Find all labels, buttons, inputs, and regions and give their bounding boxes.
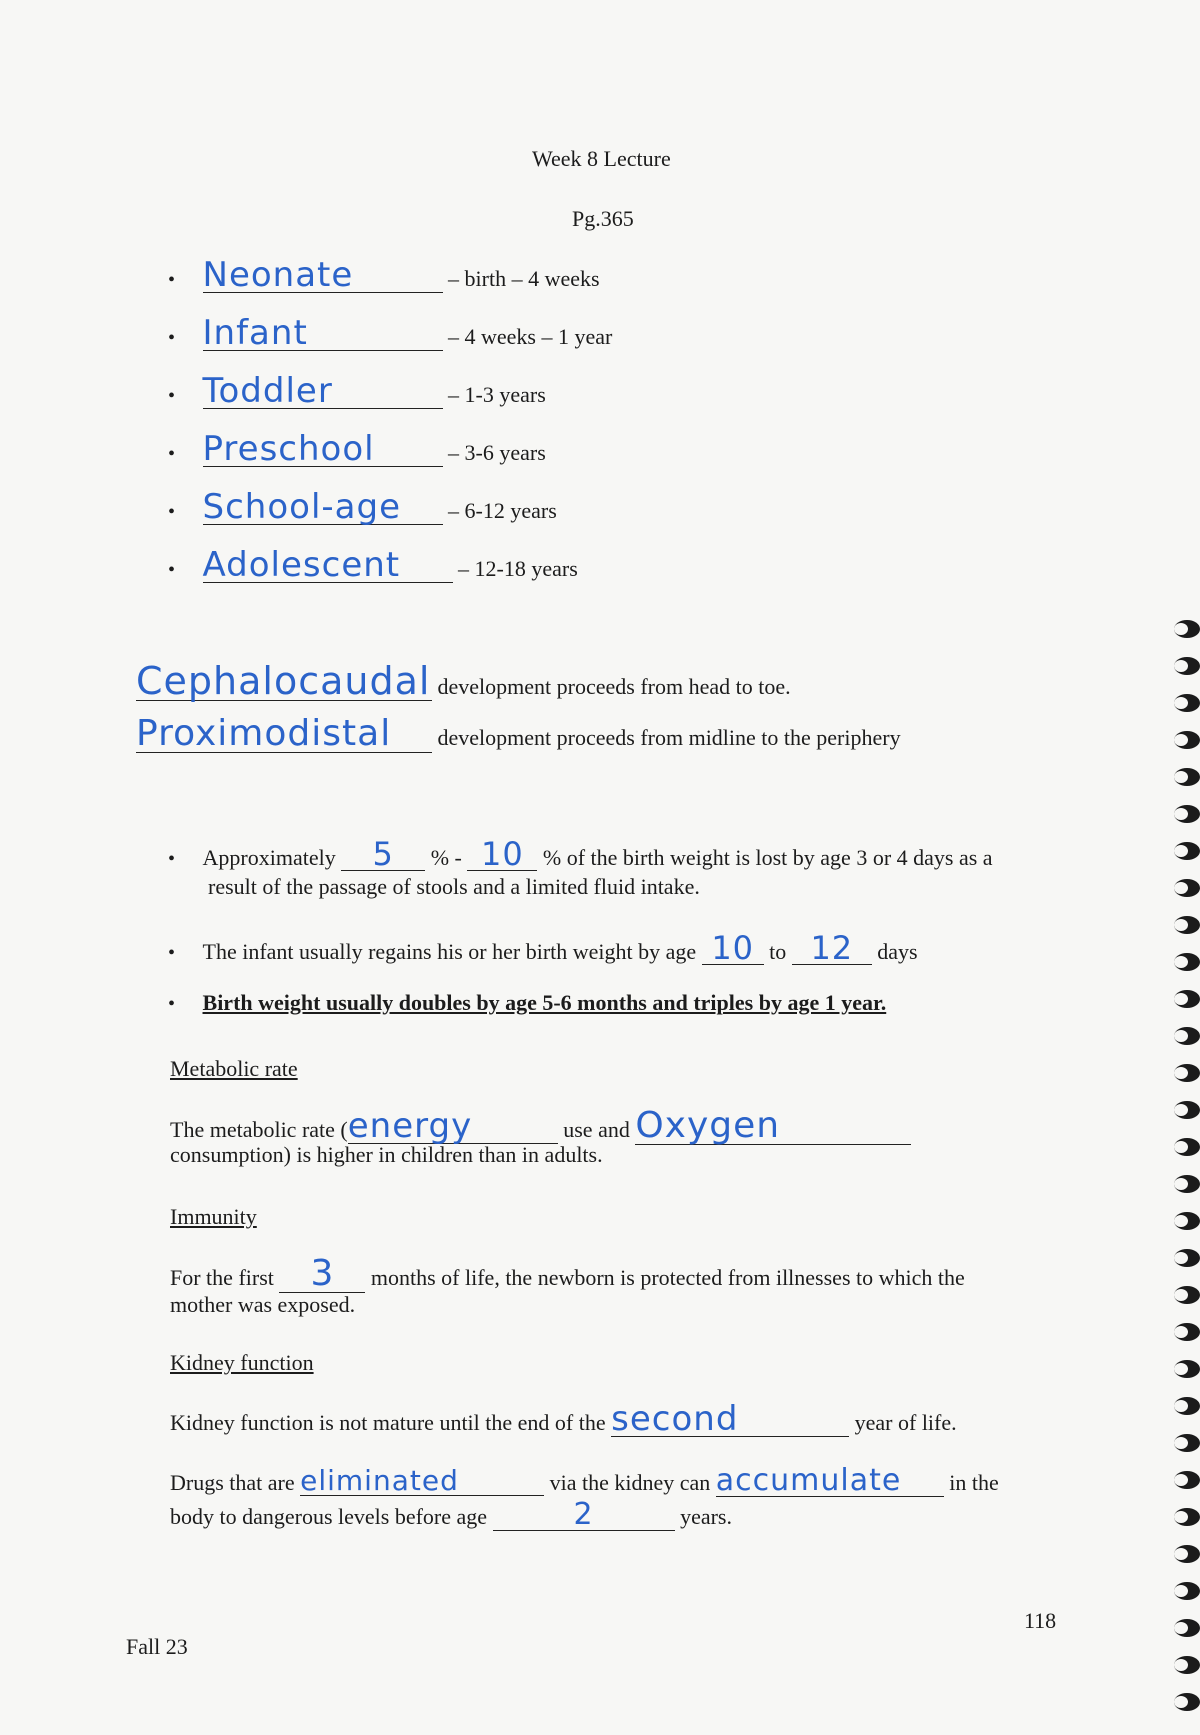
stage-answer: Toddler	[203, 374, 443, 409]
list-item	[168, 371, 546, 411]
kidney-text: year of life.	[854, 1410, 957, 1435]
binding-ring-gap	[1174, 1067, 1188, 1079]
binding-ring-gap	[1174, 1511, 1188, 1523]
page-title: Week 8 Lecture	[532, 146, 671, 171]
binding-ring-gap	[1174, 956, 1188, 968]
kidney-answer-accumulate: accumulate	[716, 1466, 944, 1497]
kidney-text: body to dangerous levels before age	[170, 1504, 488, 1529]
stage-answer: Adolescent	[203, 548, 453, 583]
development-answer: Proximodistal	[136, 716, 432, 753]
weight-regain-item	[168, 929, 918, 967]
weight-loss-line2: result of the passage of stools and a limited fluid intake.	[208, 874, 700, 899]
binding-ring-gap	[1174, 1696, 1188, 1708]
kidney-answer-year: second	[611, 1402, 849, 1437]
bullet-icon: •	[168, 385, 176, 407]
section-heading: Metabolic rate	[170, 1056, 298, 1081]
binding-ring-gap	[1174, 734, 1188, 746]
bullet-icon: •	[168, 327, 176, 349]
list-item	[168, 255, 600, 295]
stage-answer: Preschool	[203, 432, 443, 467]
list-item	[168, 487, 557, 527]
weight-loss-max: 10	[467, 838, 537, 871]
kidney-line3	[170, 1497, 732, 1532]
stage-range: – 4 weeks – 1 year	[448, 324, 613, 349]
bullet-icon: •	[168, 501, 176, 523]
bullet-icon: •	[168, 269, 176, 291]
bullet-icon: •	[168, 848, 176, 870]
metabolic-answer-1: energy	[348, 1109, 558, 1144]
binding-ring-gap	[1174, 1659, 1188, 1671]
bullet-icon: •	[168, 443, 176, 465]
binding-ring-gap	[1174, 919, 1188, 931]
bullet-icon: •	[168, 942, 176, 964]
stage-answer: Neonate	[203, 258, 443, 293]
stage-range: – birth – 4 weeks	[448, 266, 600, 291]
immunity-text: For the first	[170, 1265, 274, 1290]
weight-loss-item	[168, 835, 993, 873]
bullet-icon: •	[168, 559, 176, 581]
binding-ring-gap	[1174, 882, 1188, 894]
kidney-line1	[170, 1399, 957, 1439]
weight-loss-min: 5	[341, 838, 425, 871]
weight-regain-min: 10	[702, 932, 764, 965]
metabolic-text: The metabolic rate (	[170, 1117, 348, 1142]
weight-text: Approximately	[202, 845, 336, 870]
development-row	[136, 659, 791, 703]
page-reference: Pg.365	[572, 206, 634, 231]
bold-statement: Birth weight usually doubles by age 5-6 months and triples by age 1 year.	[202, 990, 887, 1015]
kidney-answer-eliminated: eliminated	[300, 1467, 544, 1496]
binding-ring-gap	[1174, 1622, 1188, 1634]
weight-sep: % -	[430, 845, 462, 870]
binding-ring-gap	[1174, 1326, 1188, 1338]
stage-range: – 3-6 years	[448, 440, 546, 465]
binding-ring-gap	[1174, 1215, 1188, 1227]
binding-ring-gap	[1174, 1030, 1188, 1042]
binding-ring-gap	[1174, 1474, 1188, 1486]
binding-ring-gap	[1174, 1289, 1188, 1301]
stage-range: – 6-12 years	[448, 498, 557, 523]
binding-ring-gap	[1174, 1548, 1188, 1560]
stage-range: – 12-18 years	[458, 556, 578, 581]
weight-text: to	[769, 939, 787, 964]
binding-ring-gap	[1174, 808, 1188, 820]
stage-answer: Infant	[203, 316, 443, 351]
development-answer: Cephalocaudal	[136, 659, 431, 703]
kidney-text: via the kidney can	[549, 1470, 711, 1495]
binding-ring-gap	[1174, 697, 1188, 709]
binding-ring-gap	[1174, 1252, 1188, 1264]
kidney-text: years.	[680, 1504, 732, 1529]
metabolic-text: use and	[563, 1117, 630, 1142]
list-item	[168, 545, 578, 585]
kidney-line2	[170, 1463, 999, 1498]
kidney-answer-age: 2	[493, 1500, 675, 1531]
binding-ring-gap	[1174, 1363, 1188, 1375]
weight-regain-max: 12	[792, 932, 872, 965]
spiral-binding	[1160, 0, 1200, 1735]
kidney-text: in the	[949, 1470, 999, 1495]
binding-ring-gap	[1174, 1141, 1188, 1153]
kidney-text: Kidney function is not mature until the end of the	[170, 1410, 606, 1435]
footer-term: Fall 23	[126, 1634, 188, 1659]
list-item	[168, 313, 613, 353]
kidney-text: Drugs that are	[170, 1470, 295, 1495]
development-text: development proceeds from midline to the periphery	[437, 725, 901, 750]
binding-ring-gap	[1174, 623, 1188, 635]
binding-ring-gap	[1174, 993, 1188, 1005]
section-heading: Immunity	[170, 1204, 257, 1229]
immunity-line1	[170, 1253, 965, 1294]
metabolic-answer-2: Oxygen	[635, 1108, 911, 1145]
list-item	[168, 429, 546, 469]
section-heading: Kidney function	[170, 1350, 314, 1375]
immunity-answer: 3	[279, 1256, 365, 1293]
binding-ring-gap	[1174, 660, 1188, 672]
binding-ring-gap	[1174, 1178, 1188, 1190]
binding-ring-gap	[1174, 1437, 1188, 1449]
page-number: 118	[1024, 1608, 1057, 1633]
binding-ring-gap	[1174, 1104, 1188, 1116]
weight-doubling-item	[168, 990, 886, 1016]
metabolic-line2: consumption) is higher in children than in adults.	[170, 1142, 603, 1167]
weight-text: days	[877, 939, 918, 964]
immunity-line2: mother was exposed.	[170, 1292, 356, 1317]
binding-ring-gap	[1174, 771, 1188, 783]
weight-text: % of the birth weight is lost by age 3 or 4 days as a	[542, 845, 993, 870]
bullet-icon: •	[168, 993, 176, 1015]
immunity-text: months of life, the newborn is protected from illnesses to which the	[370, 1265, 965, 1290]
development-row	[136, 713, 901, 754]
metabolic-line1	[170, 1105, 911, 1146]
stage-range: – 1-3 years	[448, 382, 546, 407]
stage-answer: School-age	[203, 490, 443, 525]
weight-text: The infant usually regains his or her birth weight by age	[202, 939, 697, 964]
development-text: development proceeds from head to toe.	[437, 674, 791, 699]
binding-ring-gap	[1174, 1400, 1188, 1412]
binding-ring-gap	[1174, 1585, 1188, 1597]
binding-ring-gap	[1174, 845, 1188, 857]
